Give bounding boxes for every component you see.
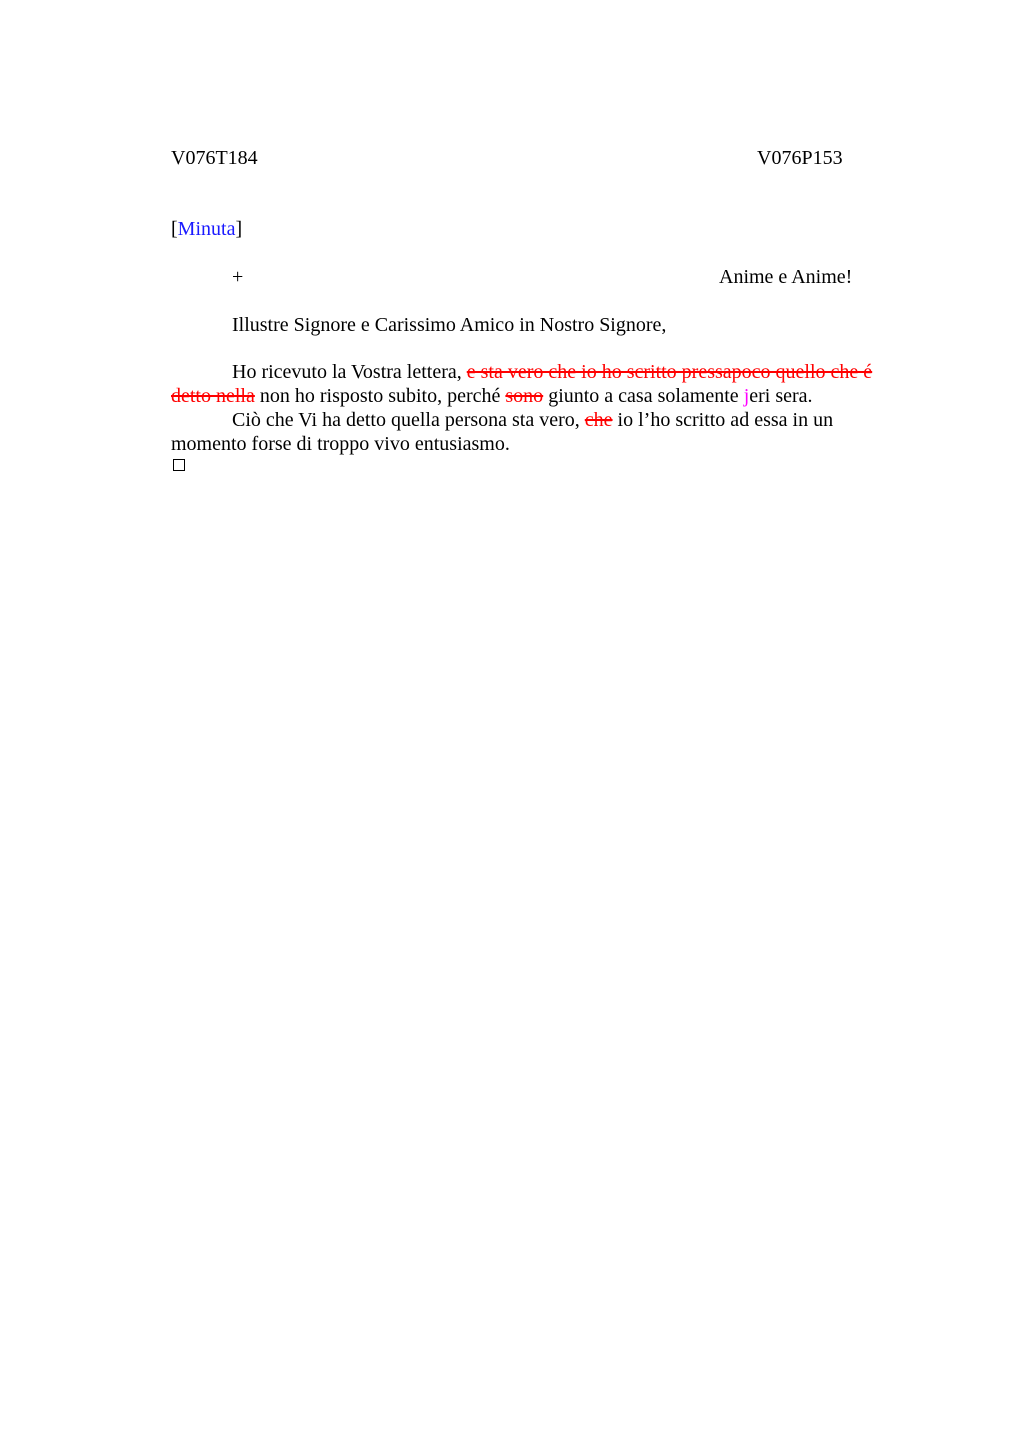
draft-note-open-bracket: [ <box>171 218 178 240</box>
draft-note-label: Minuta <box>177 218 236 240</box>
deleted-text: che <box>584 409 613 431</box>
text-segment: momento forse di troppo vivo entusiasmo. <box>171 433 510 455</box>
draft-note <box>171 217 242 241</box>
end-marker-box-icon <box>173 459 185 471</box>
text-segment: eri sera. <box>749 385 813 407</box>
text-segment: Ciò che Vi ha detto quella persona sta vero, <box>232 409 585 431</box>
text-segment: io l’ho scritto ad essa in un <box>612 409 834 431</box>
deleted-text: e sta vero che io ho scritto pressapoco quello che é <box>466 361 873 383</box>
text-segment: giunto a casa solamente <box>543 385 744 407</box>
motto: Anime e Anime! <box>719 266 853 288</box>
cross-symbol: + <box>232 266 244 288</box>
salutation: Illustre Signore e Carissimo Amico in Nostro Signore, <box>232 314 667 336</box>
paragraph-1-line-2 <box>171 384 871 408</box>
paragraph-1-line-1 <box>171 360 871 384</box>
letter-body <box>171 360 871 456</box>
text-segment: non ho risposto subito, perché <box>254 385 506 407</box>
deleted-text: sono <box>505 385 544 407</box>
inserted-text: j <box>743 385 750 407</box>
text-segment: Ho ricevuto la Vostra lettera, <box>232 361 467 383</box>
deleted-text: detto nella <box>171 385 255 407</box>
draft-note-close-bracket: ] <box>235 218 243 240</box>
paragraph-2-line-1 <box>171 408 871 432</box>
document-code-right: V076P153 <box>757 147 843 169</box>
document-code-left: V076T184 <box>171 147 258 169</box>
paragraph-2-line-2 <box>171 432 871 456</box>
